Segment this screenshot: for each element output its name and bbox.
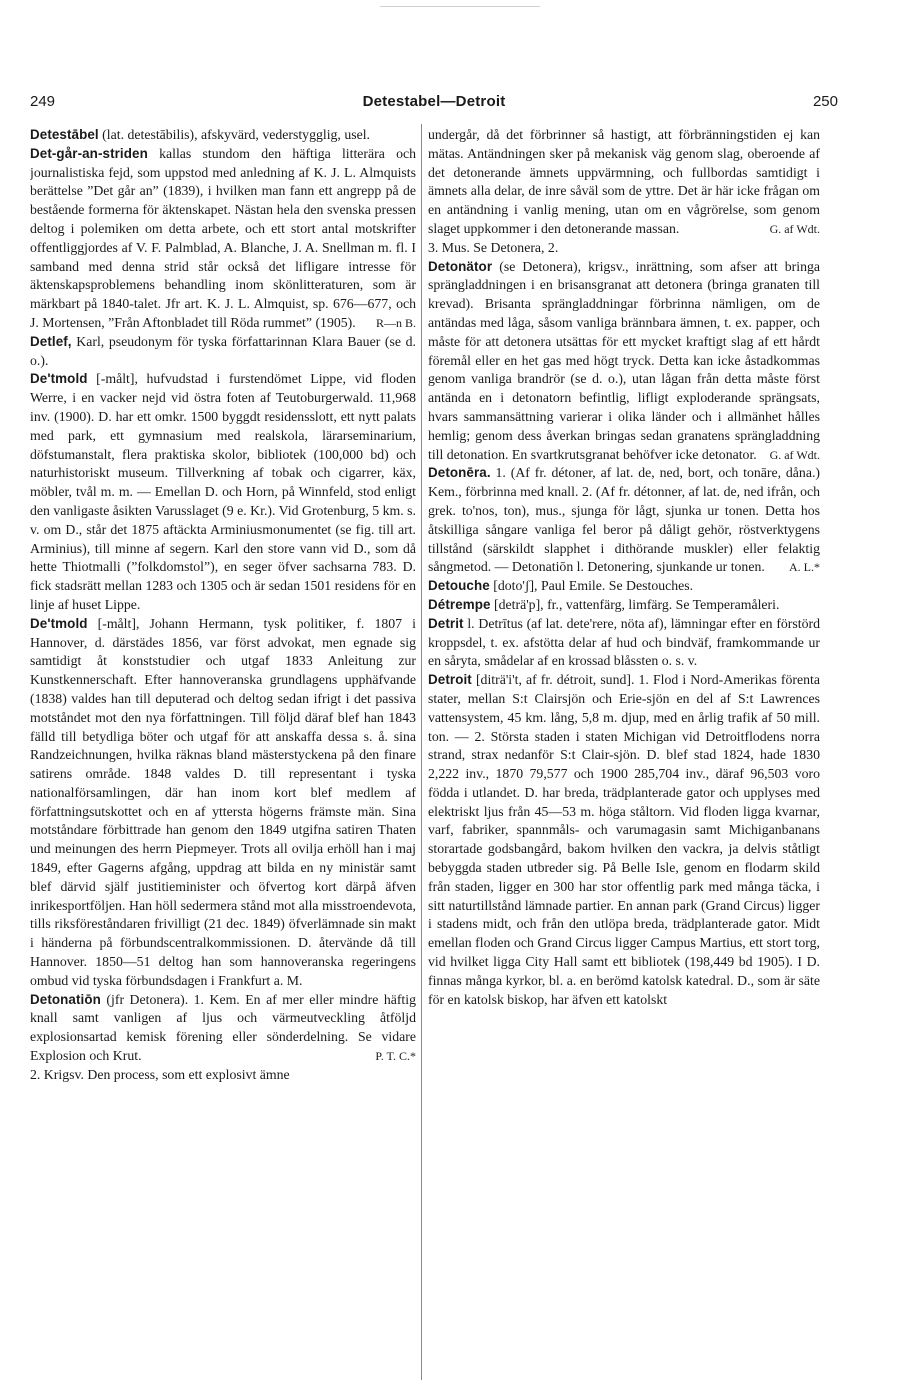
left-column [30,126,416,1376]
entry [30,1066,416,1085]
entry [30,991,416,1066]
entry [428,239,820,258]
entry-text: [-målt], hufvudstad i furstendömet Lippe, vid floden Werre, i en vacker nejd vid östra foten af Teutoburgerwald. 11,968 inv. (1900). D. har ett omkr. 1500 byggdt residensslott, ett nytt palats med park, ett gymnasium med realskola, lärarseminarium, döfstumanstalt, flera praktiska skolor, bibliotek (100,000 bd) och naturhistoriskt museum. Tillverkning af tobak och cigarrer, käx, möbler, tvål m. m. — Emellan D. och Horn, på Winnfeld, stod enligt den vanligaste åsikten Varusslaget (9 e. Kr.). Vid Grotenburg, 5 km. s. v. om D., står det 1875 aftäckta Arminiusmonumentet (se fig. till art. Arminius), till minne af segern. Karl den store vann vid D., som då hette Thiotmalli (”folkdomstol”), en seger öfver sachsarna 783. D. fick stadsrätt mellan 1283 och 1305 och är sedan 1501 residens för en linje af huset Lippe. [30,371,416,612]
entry [428,126,820,239]
headword: De'tmold [30,371,88,387]
entry [30,333,416,371]
entry-text: (se Detonera), krigsv., inrättning, som afser att bringa sprängladdningen i en brisansgranat att detonera (bringa granaten till krevad). Brisanta sprängladdningar förbrinna nämligen, om de antändas med låga, såsom vanliga brännbara ämnen, t. ex. papper, och måste för att detonera utsättas för ett mycket kraftigt slag af ett hårdt föremål eller en het gas med högt tryck. Detta kan icke åstadkommas genom vanliga brandrör (se d. o.), utan lågan från detta måste först antända en i detonatorn befintlig, lifligt exploderande sprängsats, hvars sammansättning varierar i olika länder och i allmänhet hålles hemlig; genom dess åverkan bringas sedan granatens sprängladdning till detonation. En svartkrutsgranat behöfver icke detonator. [428,258,820,462]
author-signature: R—n B. [375,315,416,330]
entry-text: (jfr Detonera). 1. Kem. En af mer eller mindre häftig knall samt vanligen af ljus och värmeutveckling åtföljd explosionsartad kemisk förening eller sönderdelning. Se vidare Explosion och Krut. [30,991,416,1064]
entry [30,145,416,333]
entry [428,596,820,615]
entry-text: [deträ'p], fr., vattenfärg, limfärg. Se Temperamåleri. [490,596,780,612]
page-number-right: 250 [812,93,838,110]
entry [30,615,416,991]
running-head: Detestabel—Detroit [362,93,506,110]
entry [428,615,820,671]
headword: Detroit [428,672,472,688]
entry-text: 2. Krigsv. Den process, som ett explosivt ämne [30,1066,290,1082]
author-signature: G. af Wdt. [769,221,820,236]
headword: Detonēra. [428,465,491,481]
headword: Detonätor [428,258,493,274]
headword: Détrempe [428,596,491,612]
headword: Detrit [428,615,464,631]
headword: Detestābel [30,127,99,142]
entry-text: l. Detrītus (af lat. dete'rere, nöta af), lämningar efter en förstörd kroppsdel, t. ex. afstötta delar af hud och bindväf, framkommande ur en såryta, smådelar af en krossad blåssten o. s. v. [428,615,820,669]
entry [428,577,820,596]
headword: Det-går-an-striden [30,145,148,161]
entry-text: kallas stundom den häftiga litterära och journalistiska fejd, som uppstod med anledning af K. J. L. Almquists berättelse ”Det går an” (1839), i hvilken man fann ett angrepp på de bestående formerna för äktenskapet. Nästan hela den svenska pressen deltog i polemiken om detta arbete, och ett stort antal motskrifter offentliggjordes af V. F. Palmblad, A. Blanche, J. A. Snellman m. fl. I samband med denna strid står också det lifligare intresse för äktenskapsproblemens behandling inom skönlitteraturen, som är märkbart på 1840-talet. Jfr art. K. J. L. Almquist, sp. 676—677, och J. Mortensen, ”Från Aftonbladet till Röda rummet” (1905). [30,145,416,330]
page-header [30,93,838,115]
page-number-left: 249 [30,93,56,110]
entry-text: 1. (Af fr. détoner, af lat. de, ned, bort, och tonāre, dåna.) Kem., förbrinna med knall. 2. (Af fr. détonner, af lat. de, ned ifrån, och grek. to'nos, ton), mus., sjunga för lågt, sjunka ur tonen. Detta hos åtskilliga sångare vanliga fel beror på dåligt gehör, röstverktygens tillstånd (särskildt slapphet i dithörande muskler) eller felaktig sångmetod. — Detonatiōn l. Detonering, sjunkande ur tonen. [428,465,820,575]
entry [428,464,820,577]
right-column [428,126,820,1376]
entry-text: [doto'ʃ], Paul Emile. Se Destouches. [489,578,694,594]
entry-text: 3. Mus. Se Detonera, 2. [428,239,559,255]
entry-text: (lat. detestābilis), afskyvärd, vederstygglig, usel. [98,127,371,142]
entry-text: [diträ'i't, af fr. détroit, sund]. 1. Flod i Nord-Amerikas förenta stater, mellan S:t Clairsjön och Erie-sjön en del af S:t Lawrences vattensystem, 45 km. lång, 5,8 m. djup, med en årlig trafik af 50 mill. ton. — 2. Största staden i staten Michigan vid Detroitflodens norra strand, strax nedanför S:t Clair-sjön. D. blef stad 1824, hade 1830 2,222 inv., 1870 79,577 och 1900 285,704 inv., däraf 96,503 voro födda i utlandet. D. har breda, trädplanterade gator och upplyses med elektriskt ljus från 45—53 m. höga ståltorn. Vid floden ligga kvarnar, varf, fabriker, spannmåls- och varumagasin samt Michiganbanans storartade godsbangård, bakom hvilken den vackra, ja delvis ståtligt bebyggda staden utbreder sig. På Belle Isle, genom en flodarm skild från staden, ligger en 300 har stor offentlig park med många täcka, i sitt naturtillstånd lämnade partier. En annan park (Grand Circus) ligger i stadens midt, och från den utlöpa breda, trädplanterade gator. Midt emellan floden och Grand Circus ligger Campus Martius, ett stort torg, vid hvilket ligga City Hall samt ett bibliotek (198,449 bd 1905). I D. finnas många kyrkor, bl. a. en berömd katolsk katedral. D., som är säte för en katolsk biskop, har äfven ett katolskt [428,672,820,1007]
headword: Detlef, [30,333,72,349]
entry-text: undergår, då det förbrinner så hastigt, att förbränningstiden ej kan mätas. Antändningen sker på mekanisk väg genom slag, oberoende af det detonerande ämnets uppvärmning, och fullbordas samtidigt i ämnets alla delar, de inre såväl som de yttre. Det är här icke frågan om en antändning i vanlig mening, utan om en vågrörelse, som genom slaget uppkommer i den detonerande massan. [428,127,820,236]
entry [428,258,820,465]
headword: Detouche [428,578,490,594]
entry-text: [-målt], Johann Hermann, tysk politiker, f. 1807 i Hannover, d. därstädes 1856, var först advokat, men egnade sig samtidigt åt konststudier och utgaf 1833 Anleitung zur Kunstkennerschaft. Efter hannoveranska grundlagens upphäfvande (1838) valdes han till deputerad och deltog sedan ifrigt i det passiva motståndet mot den nya författningen. Till följd däraf blef han 1843 fälld till betydliga böter och utgaf för att anskaffa dessa s. å. sina Randzeichnungen, hvilka räknas bland mästerstyckena på den finare satirens område. 1848 valdes D. till representant i tyska nationalförsamlingen, där han inom kort blef medlem af författningsutskottet och en af yttersta högerns främste män. Sina motståndare förbittrade han genom den 1849 utgifna satiren Thaten und meinungen des herrn Piepmeyer. Trots all ovilja erhöll han i maj 1849, efter Gagerns afgång, uppdrag att bilda en ny ministär samt blef därvid själf justitieminister och öfvertog kort därpå äfven inrikesportföljen. Han höll sedermera stånd mot alla misstroendevota, tills riksföreståndaren frivilligt (21 dec. 1849) öfverlämnade sin makt i händerna på förbundscentralkommissionen. D. återvände då till Hannover. 1850—51 deltog han som hannoveranska regeringens ombud vid tyska förbundsdagen i Frankfurt a. M. [30,615,416,988]
author-signature: A. L.* [789,560,820,575]
author-signature: P. T. C.* [375,1049,416,1064]
entry [30,126,416,145]
author-signature: G. af Wdt. [769,447,820,462]
headword: Detonatiōn [30,991,101,1007]
column-divider [421,124,422,1380]
top-rule [380,6,540,7]
entry-text: Karl, pseudonym för tyska författarinnan Klara Bauer (se d. o.). [30,333,416,368]
headword: De'tmold [30,615,88,631]
entry [30,370,416,614]
entry [428,671,820,1009]
